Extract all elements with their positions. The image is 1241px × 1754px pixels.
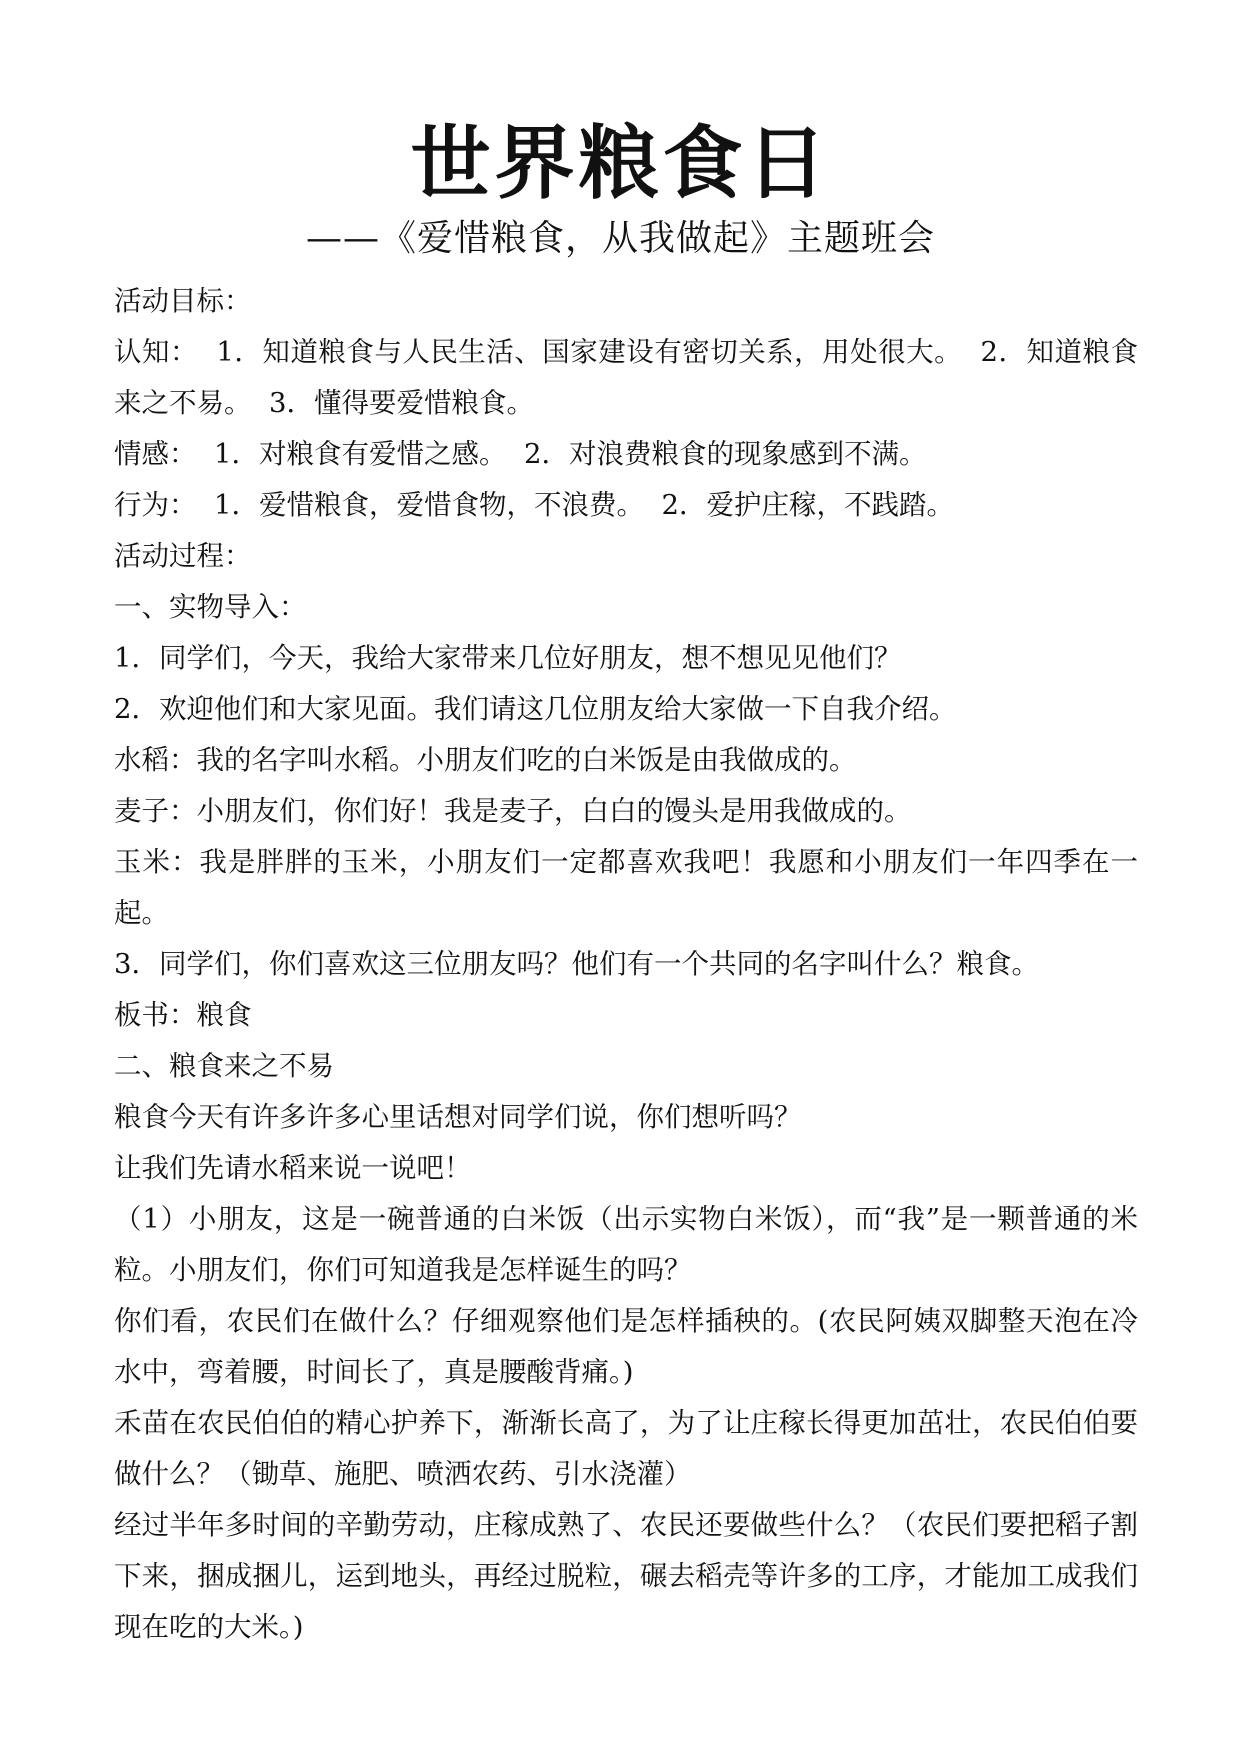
paragraph-seedlings: 禾苗在农民伯伯的精心护养下，渐渐长高了，为了让庄稼长得更加茁壮，农民伯伯要做什么？（锄草、施肥、喷洒农药、引水浇灌） [114,1407,1138,1490]
paragraph-intro-1: 1．同学们，今天，我给大家带来几位好朋友，想不想见见他们？ [114,642,902,674]
paragraph-grain-talk: 粮食今天有许多许多心里话想对同学们说，你们想听吗？ [114,1101,802,1133]
objective-behavior: 行为： 1．爱惜粮食，爱惜食物，不浪费。 2．爱护庄稼，不践踏。 [114,489,954,521]
paragraph-rice-bowl: （1）小朋友，这是一碗普通的白米饭（出示实物白米饭），而“我”是一颗普通的米粒。小朋友们，你们可知道我是怎样诞生的吗？ [114,1203,1138,1286]
objective-emotion: 情感： 1．对粮食有爱惜之感。 2．对浪费粮食的现象感到不满。 [114,438,927,470]
paragraph-transplanting: 你们看，农民们在做什么？仔细观察他们是怎样插秧的。(农民阿姨双脚整天泡在冷水中，弯着腰，时间长了，真是腰酸背痛。) [114,1305,1138,1388]
paragraph-rice-speaks: 让我们先请水稻来说一说吧！ [114,1152,472,1184]
paragraph-corn: 玉米：我是胖胖的玉米，小朋友们一定都喜欢我吧！我愿和小朋友们一年四季在一起。 [114,846,1138,929]
paragraph-intro-2: 2．欢迎他们和大家见面。我们请这几位朋友给大家做一下自我介绍。 [114,693,957,725]
subsection-heading-intro: 一、实物导入： [114,591,307,623]
subsection-heading-hard-won: 二、粮食来之不易 [114,1050,334,1082]
paragraph-board: 板书：粮食 [114,999,252,1031]
paragraph-intro-3: 3．同学们，你们喜欢这三位朋友吗？他们有一个共同的名字叫什么？粮食。 [114,948,1039,980]
paragraph-wheat: 麦子：小朋友们，你们好！我是麦子，白白的馒头是用我做成的。 [114,795,912,827]
page-title: 世界粮食日 [410,116,831,210]
document-body [114,276,1138,1653]
paragraph-rice: 水稻：我的名字叫水稻。小朋友们吃的白米饭是由我做成的。 [114,744,857,776]
section-heading-process: 活动过程： [114,540,252,572]
paragraph-harvest: 经过半年多时间的辛勤劳动，庄稼成熟了、农民还要做些什么？（农民们要把稻子割下来，捆成捆儿，运到地头，再经过脱粒，碾去稻壳等许多的工序，才能加工成我们现在吃的大米。) [114,1509,1138,1643]
objective-cognition: 认知： 1．知道粮食与人民生活、国家建设有密切关系，用处很大。 2．知道粮食来之不易。 3．懂得要爱惜粮食。 [114,336,1138,419]
page-subtitle: ——《爱惜粮食，从我做起》主题班会 [305,218,935,259]
section-heading-objectives: 活动目标： [114,285,252,317]
